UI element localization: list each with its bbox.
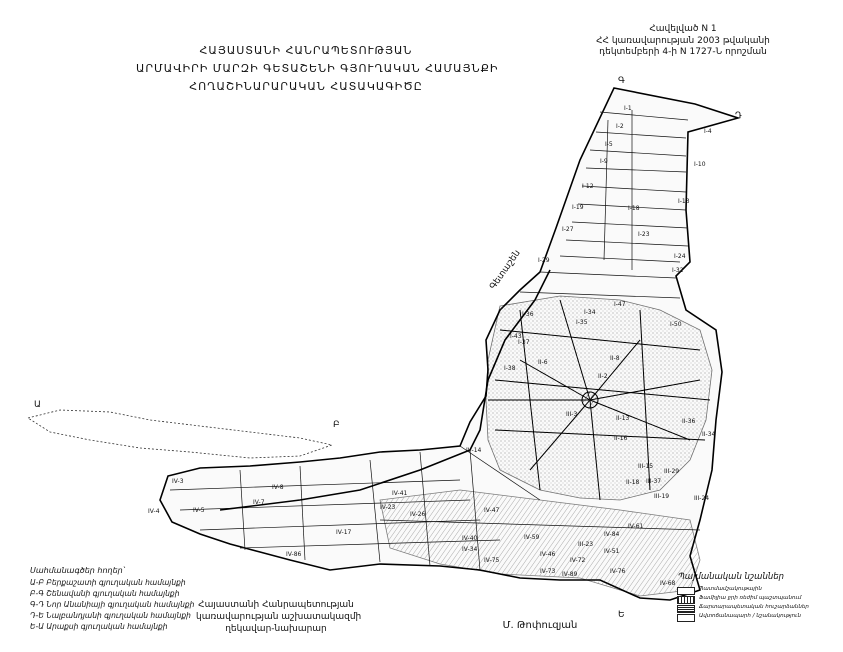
symbols-legend-item: Ճարտարապետական հուշարձաններ (699, 604, 809, 610)
parcel-label: I-50 (670, 321, 682, 328)
parcel-label: II-6 (538, 359, 548, 366)
parcel-label: IV-59 (524, 534, 540, 541)
parcel-label: I-38 (504, 365, 516, 372)
parcel-label: IV-68 (660, 580, 676, 587)
parcel-label: I-43 (510, 333, 522, 340)
legend-swatch-historic (677, 587, 695, 595)
footer-ministry-line-3: ղեկավար-նախարար (225, 624, 327, 634)
parcel-label: I-32 (672, 267, 684, 274)
parcel-label: I-47 (614, 301, 626, 308)
parcel-label: I-1 (624, 105, 632, 112)
parcel-label: IV-84 (604, 531, 620, 538)
village-name-label: Գետաշեն (488, 248, 523, 292)
parcel-label: III-29 (664, 468, 680, 475)
parcel-label: IV-7 (253, 499, 265, 506)
legend-swatch-water (677, 596, 695, 604)
parcel-label: III-15 (638, 463, 654, 470)
parcel-label: IV-3 (172, 478, 184, 485)
parcel-label: IV-46 (540, 551, 556, 558)
corner-letter-d: Դ (735, 111, 742, 121)
parcel-label: I-19 (572, 204, 584, 211)
parcel-label: IV-34 (462, 546, 478, 553)
parcel-label: I-9 (600, 158, 608, 165)
parcel-label: III-37 (646, 478, 662, 485)
zone-legend-heading: Սահմանագծեր հողեր՝ (30, 566, 125, 575)
parcel-label: I-13 (678, 198, 690, 205)
zone-legend-item: Դ-Ե Նալբանդյանի գյուղական համայնքի (30, 611, 191, 620)
footer-ministry-line-1: Հայաստանի Հանրապետության (198, 600, 354, 610)
corner-letter-a: Ա (34, 400, 41, 410)
title-line-1: ՀԱՅԱՍՏԱՆԻ ՀԱՆՐԱՊԵՏՈՒԹՅԱՆ (199, 44, 413, 57)
parcel-label: I-23 (638, 231, 650, 238)
parcel-label: I-24 (674, 253, 686, 260)
zone-legend-item: Բ-Գ Շենավանի գյուղական համայնքի (30, 589, 180, 598)
parcel-label: IV-41 (392, 490, 408, 497)
parcel-label: IV-61 (628, 523, 644, 530)
symbols-legend-heading: Պայմանական նշաններ (678, 572, 784, 582)
parcel-label: IV-23 (380, 504, 396, 511)
symbols-legend-item: Ֆամիլիա ջրի ռեժիմ պաշտպանում (699, 595, 802, 601)
parcel-label: IV-72 (570, 557, 586, 564)
parcel-label: I-5 (605, 141, 613, 148)
zone-legend-item: Ա-Բ Բերքաշատի գյուղական համայնքի (30, 578, 186, 587)
legend-swatch-monument (677, 605, 695, 613)
title-line-2: ԱՐՄԱՎԻՐԻ ՄԱՐԶԻ ԳԵՏԱՇԵՆԻ ԳՅՈՒՂԱԿԱՆ ՀԱՄԱՅՆՔԻ (136, 62, 499, 75)
parcel-label: IV-73 (540, 568, 556, 575)
parcel-label: III-19 (654, 493, 670, 500)
parcel-label: IV-51 (604, 548, 620, 555)
parcel-label: II-16 (614, 435, 628, 442)
village-center (582, 392, 598, 408)
legend-swatch-road (677, 614, 695, 622)
parcel-label: IV-4 (148, 508, 160, 515)
parcel-label: I-27 (562, 226, 574, 233)
zone-legend-item: Գ-Դ Նոր Անանիայի գյուղական համայնքի (30, 600, 195, 609)
western-boundary (28, 410, 332, 458)
parcel-label: II-8 (610, 355, 620, 362)
symbols-legend-item: Պատմամշակութային (699, 586, 762, 592)
parcel-label: IV-14 (466, 447, 482, 454)
title-line-3: ՀՈՂԱՇԻՆԱՐԱՐԱԿԱՆ ՀԱՏԱԿԱԳԻԾԸ (189, 80, 423, 93)
parcel-label: I-10 (694, 161, 706, 168)
parcel-label: I-12 (582, 183, 594, 190)
parcel-label: I-37 (518, 339, 530, 346)
parcel-label: III-3 (566, 411, 578, 418)
parcel-label: I-29 (538, 257, 550, 264)
parcel-label: III-23 (578, 541, 594, 548)
parcel-label: IV-17 (336, 529, 352, 536)
parcel-label: IV-26 (410, 511, 426, 518)
corner-letter-g: Գ (618, 76, 625, 86)
parcel-label: II-18 (626, 479, 640, 486)
parcel-label: II-34 (702, 431, 716, 438)
appendix-line-3: դեկտեմբերի 4-ի N 1727-Ն որոշման (599, 47, 767, 57)
parcel-label: I-36 (522, 311, 534, 318)
parcel-label: I-34 (584, 309, 596, 316)
parcel-label: IV-5 (193, 507, 205, 514)
parcel-label: IV-89 (562, 571, 578, 578)
zone-legend-item: Ե-Ա Արաքսի գյուղական համայնքի (30, 622, 168, 631)
parcel-label: III-24 (694, 495, 710, 502)
parcel-label: I-35 (576, 319, 588, 326)
parcel-label: IV-40 (462, 535, 478, 542)
parcel-label: I-4 (704, 128, 712, 135)
corner-letter-e: Ե (618, 610, 625, 620)
symbols-legend-item: Ավտոճանապարհ / նշանակություն (699, 613, 801, 619)
parcel-label: II-36 (682, 418, 696, 425)
parcel-label: I-18 (628, 205, 640, 212)
appendix-line-1: Հավելված N 1 (649, 24, 717, 34)
parcel-label: II-13 (616, 415, 630, 422)
footer-ministry-line-2: կառավարության աշխատակազմի (196, 612, 362, 622)
parcel-label: IV-75 (484, 557, 500, 564)
footer-signer: Մ. Թոփուզյան (502, 620, 578, 631)
parcel-label: IV-86 (286, 551, 302, 558)
parcel-label: II-2 (598, 373, 608, 380)
parcel-label: IV-8 (272, 484, 284, 491)
parcel-label: IV-76 (610, 568, 626, 575)
corner-letter-b: Բ (333, 420, 340, 430)
parcel-label: I-2 (616, 123, 624, 130)
parcel-label: IV-47 (484, 507, 500, 514)
appendix-line-2: ՀՀ կառավարության 2003 թվականի (596, 36, 770, 46)
